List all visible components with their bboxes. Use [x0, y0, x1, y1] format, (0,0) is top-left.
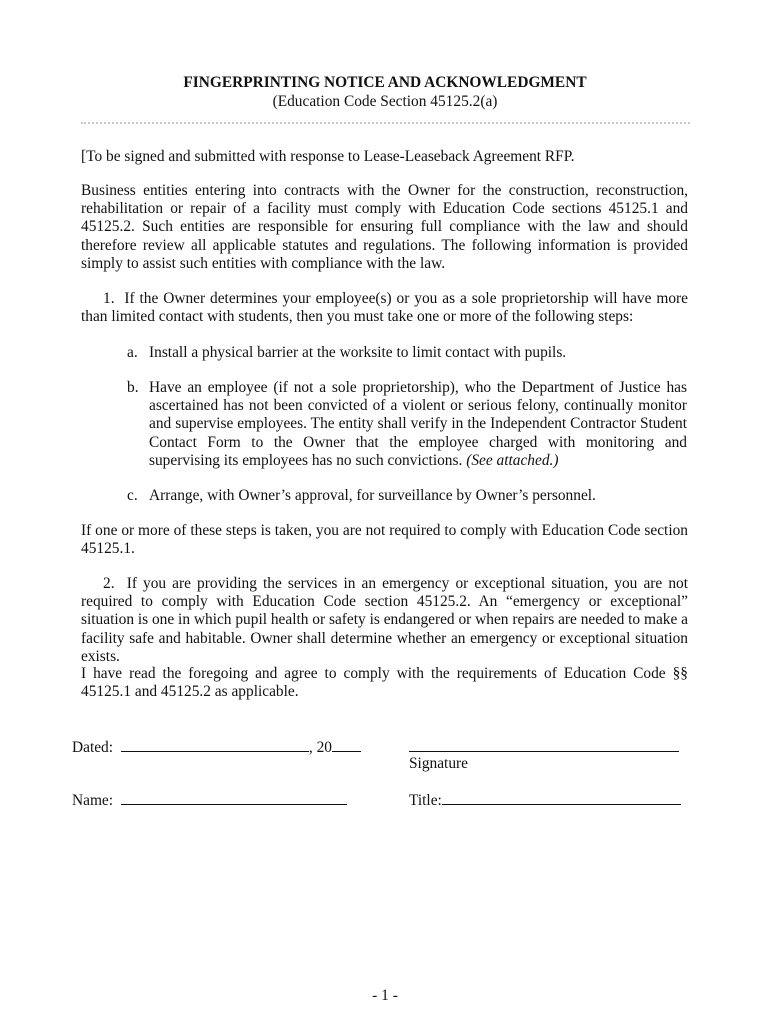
year-prefix: , 20: [308, 739, 332, 756]
step-a-text: Install a physical barrier at the worksite to limit contact with pupils.: [149, 344, 567, 361]
name-line: [72, 790, 347, 810]
dated-label: Dated:: [72, 739, 114, 756]
name-label: Name:: [72, 792, 114, 809]
signature-field[interactable]: [409, 737, 679, 752]
dated-line: [72, 737, 361, 757]
document-title: FINGERPRINTING NOTICE AND ACKNOWLEDGMENT: [183, 74, 587, 91]
date-field[interactable]: [121, 737, 309, 752]
signature-label: Signature: [409, 755, 468, 772]
step-b-label: b.: [127, 379, 139, 396]
point-1-paragraph: 1. If the Owner determines your employee(s) or you as a sole proprietorship will have more than limited contact with students, then you must take one or more of the following steps:: [81, 290, 688, 326]
step-b: [127, 379, 689, 471]
title-line: [409, 790, 681, 810]
step-a: [127, 344, 689, 362]
steps-result-paragraph: If one or more of these steps is taken, you are not required to comply with Education Code section 45125.1.: [81, 522, 688, 558]
title-label: Title:: [409, 792, 442, 809]
year-field[interactable]: [332, 737, 361, 752]
step-c-label: c.: [127, 487, 138, 504]
business-entities-paragraph: Business entities entering into contracts with the Owner for the construction, reconstruction, rehabilitation or repair of a facility must comply with Education Code sections 45125.1 and 45125.2. Such entities are responsible for ensuring full compliance with the law and should therefore review all applicable statutes and regulations. The following information is provided simply to assist such entities with compliance with the law.: [81, 182, 688, 272]
name-field[interactable]: [121, 790, 347, 805]
step-b-text: Have an employee (if not a sole proprietorship), who the Department of Justice has ascertained has not been convicted of a violent or serious felony, continually monitor and supervise employees. The entity shall verify in the Independent Contractor Student Contact Form to the Owner that the employee charged with monitoring and supervising its employees has no such convictions.: [149, 379, 687, 469]
header-divider: [81, 122, 690, 124]
step-c: [127, 487, 689, 505]
document-subtitle: (Education Code Section 45125.2(a): [272, 93, 498, 110]
page-number: - 1 -: [372, 987, 398, 1004]
step-c-text: Arrange, with Owner’s approval, for surveillance by Owner’s personnel.: [149, 487, 596, 504]
step-b-see-attached: (See attached.): [466, 451, 559, 469]
step-b-paragraph: [149, 379, 687, 470]
intro-paragraph: [To be signed and submitted with response to Lease-Leaseback Agreement RFP.: [81, 148, 575, 165]
point-2-paragraph: 2. If you are providing the services in an emergency or exceptional situation, you are not required to comply with Education Code section 45125.2. An “emergency or exceptional” situation is one in which pupil health or safety is endangered or when repairs are needed to make a facility safe and habitable. Owner shall determine whether an emergency or exceptional situation exists.: [81, 575, 688, 665]
step-a-label: a.: [127, 344, 138, 361]
title-field[interactable]: [442, 790, 681, 805]
agreement-paragraph: I have read the foregoing and agree to comply with the requirements of Education Code §§ 45125.1 and 45125.2 as applicable.: [81, 665, 688, 701]
